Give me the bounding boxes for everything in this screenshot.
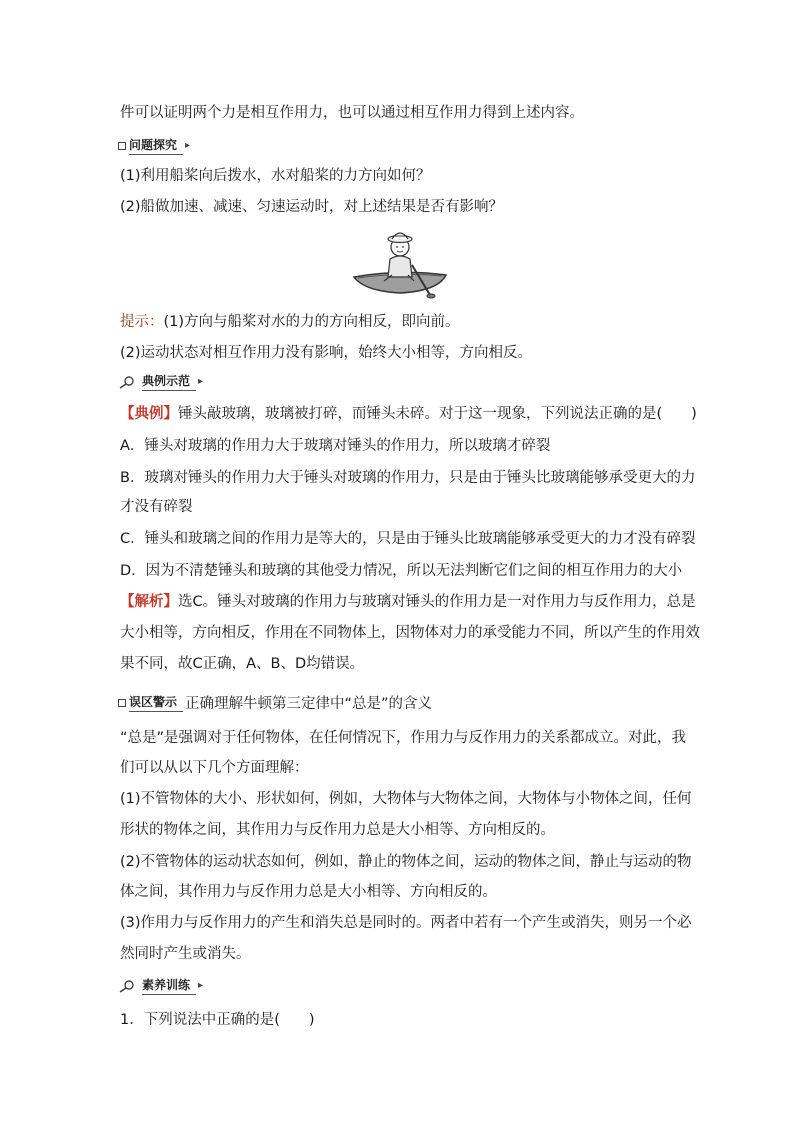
analysis-line-3: 果不同，故C正确，A、B、D均错误。: [120, 656, 365, 672]
example-stem: 【典例】锤头敲玻璃，玻璃被打碎，而锤头未碎。对于这一现象，下列说法正确的是( ): [120, 406, 697, 422]
warning-para-1: “总是”是强调对于任何物体，在任何情况下，作用力与反作用力的关系都成立。对此，我: [120, 730, 687, 746]
option-c: C．锤头和玻璃之间的作用力是等大的，只是由于锤头比玻璃能够承受更大的力才没有碎裂: [120, 531, 696, 547]
question-2: (2)船做加速、减速、匀速运动时，对上述结果是否有影响？: [120, 199, 504, 215]
square-bullet-icon: [118, 142, 126, 150]
analysis-line-1: 【解析】选C。锤头对玻璃的作用力与玻璃对锤头的作用力是一对作用力与反作用力，总是: [120, 594, 696, 610]
warning-header: [118, 692, 432, 713]
warning-para-2: 们可以从以下几个方面理解：: [120, 760, 309, 776]
analysis-tag: 【解析】: [120, 594, 178, 610]
hint-label: 提示：: [120, 314, 164, 330]
square-bullet-icon: [118, 699, 126, 707]
explore-badge: 问题探究 ▸: [118, 136, 189, 155]
hint-line-2: (2)运动状态对相互作用力没有影响，始终大小相等，方向相反。: [120, 345, 533, 361]
option-a: A．锤头对玻璃的作用力大于玻璃对锤头的作用力，所以玻璃才碎裂: [120, 438, 551, 454]
analysis-line-2: 大小相等，方向相反，作用在不同物体上，因物体对力的承受能力不同，所以产生的作用效: [120, 625, 700, 641]
dots-decoration-icon: ▸: [198, 376, 203, 387]
warning-title: 正确理解牛顿第三定律中“总是”的含义: [185, 696, 433, 712]
boy-rowing-boat-illustration: [350, 225, 450, 300]
warning-item-3a: (3)作用力与反作用力的产生和消失总是同时的。两者中若有一个产生或消失，则另一个必: [120, 915, 692, 931]
magnifier-icon: [118, 979, 136, 993]
intro-text: 件可以证明两个力是相互作用力，也可以通过相互作用力得到上述内容。: [120, 105, 584, 121]
option-b-line-2: 才没有碎裂: [120, 499, 193, 515]
training-question-1: 1．下列说法中正确的是( ): [120, 1012, 315, 1028]
hint-line-1: 提示：(1)方向与船桨对水的力的方向相反，即向前。: [120, 314, 460, 330]
warning-item-3b: 然同时产生或消失。: [120, 946, 251, 962]
dots-decoration-icon: ▸: [198, 980, 203, 991]
option-b-line-1: B．玻璃对锤头的作用力大于锤头对玻璃的作用力，只是由于锤头比玻璃能够承受更大的力: [120, 470, 696, 486]
dots-decoration-icon: ▸: [185, 140, 190, 151]
question-1: (1)利用船桨向后拨水，水对船桨的力方向如何？: [120, 168, 431, 184]
warning-badge: 误区警示: [129, 693, 183, 712]
training-badge: 素养训练 ▸: [118, 976, 202, 995]
warning-item-1a: (1)不管物体的大小、形状如何，例如，大物体与大物体之间，大物体与小物体之间，任何: [120, 791, 692, 807]
warning-item-1b: 形状的物体之间，其作用力与反作用力总是大小相等、方向相反的。: [120, 822, 555, 838]
example-badge: 典例示范 ▸: [118, 372, 202, 391]
magnifier-icon: [118, 375, 136, 389]
warning-item-2b: 体之间，其作用力与反作用力总是大小相等、方向相反的。: [120, 884, 497, 900]
warning-item-2a: (2)不管物体的运动状态如何，例如，静止的物体之间，运动的物体之间，静止与运动的物: [120, 854, 692, 870]
option-d: D．因为不清楚锤头和玻璃的其他受力情况，所以无法判断它们之间的相互作用力的大小: [120, 563, 683, 579]
example-tag: 【典例】: [120, 406, 178, 422]
